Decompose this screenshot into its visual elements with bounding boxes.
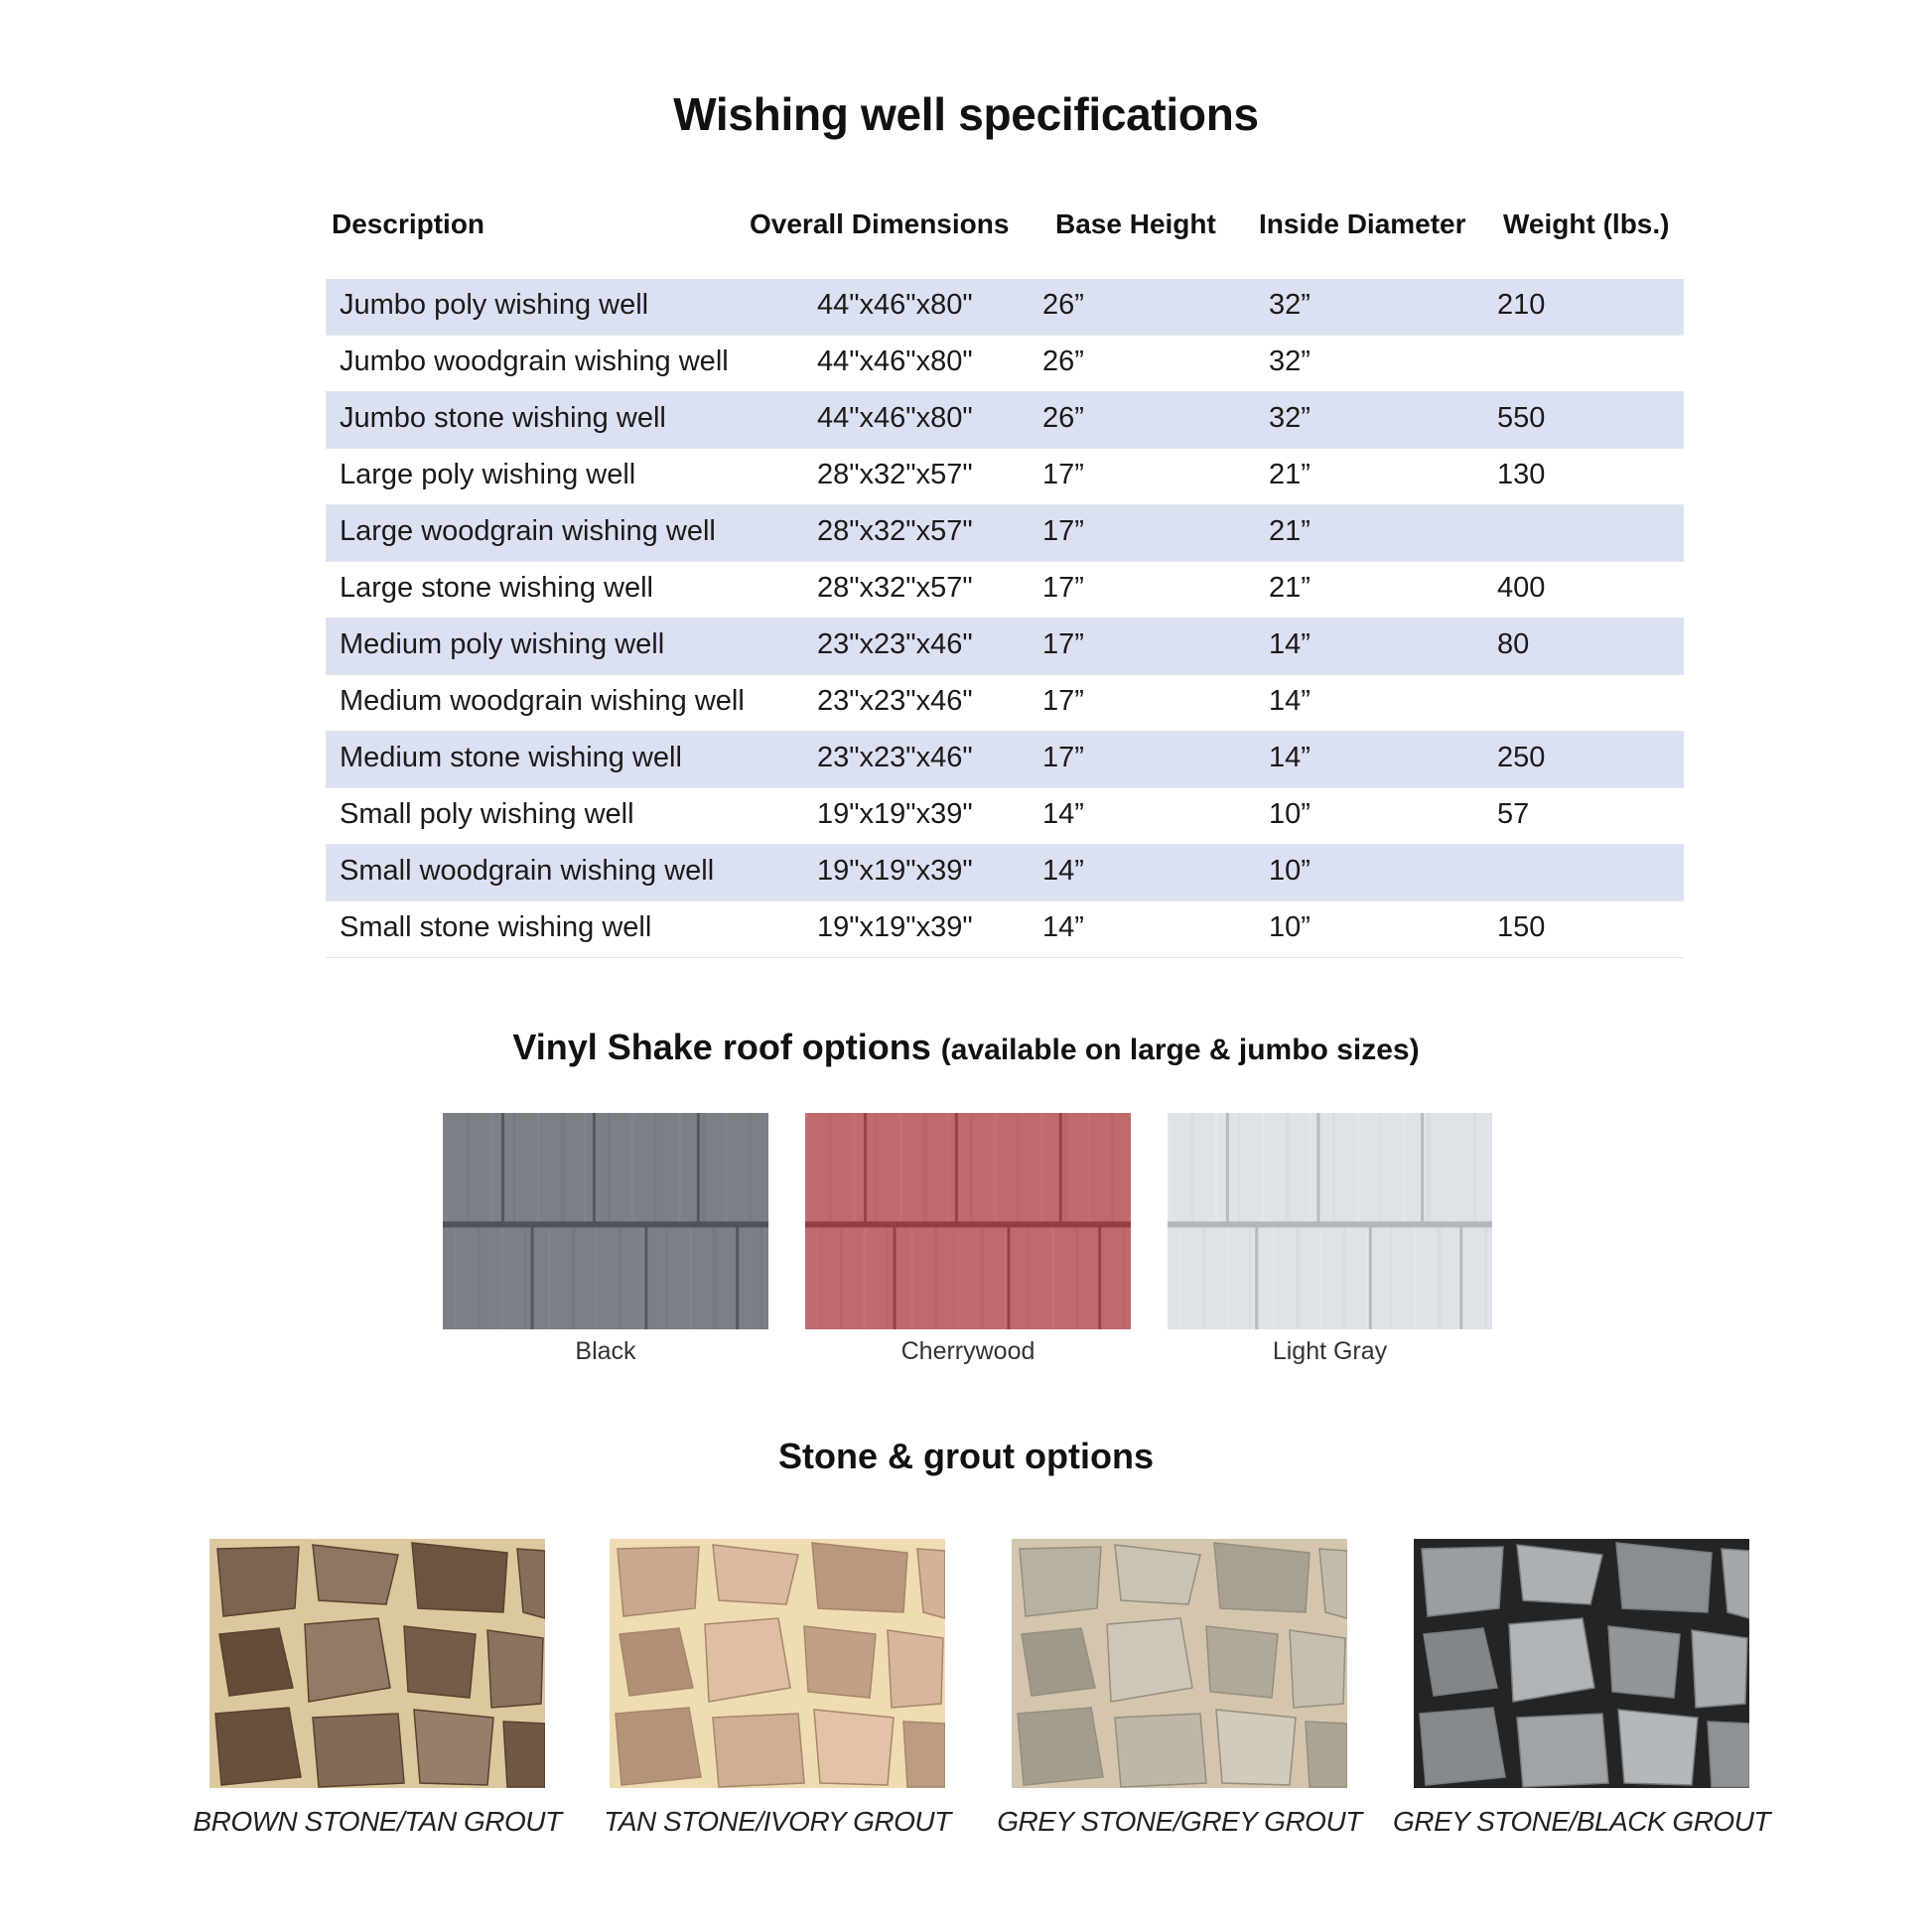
table-body [326,279,1684,958]
cell-overall-dimensions: 19"x19"x39" [817,855,973,887]
table-header [326,199,1684,258]
cell-base-height: 17” [1042,572,1084,604]
roof-subtitle-text: (available on large & jumbo sizes) [940,1034,1420,1066]
cell-inside-diameter: 10” [1269,911,1311,943]
cell-description: Small poly wishing well [340,798,634,830]
roof-swatch-black [443,1113,768,1329]
cell-overall-dimensions: 28"x32"x57" [817,572,973,604]
cell-weight: 80 [1497,628,1530,660]
cell-weight: 550 [1497,402,1546,434]
stone-option-label: GREY STONE/BLACK GROUT [1392,1806,1771,1837]
cell-overall-dimensions: 19"x19"x39" [817,911,973,943]
stone-swatch-1 [209,1539,545,1788]
cell-description: Medium woodgrain wishing well [340,685,745,717]
cell-inside-diameter: 14” [1269,628,1311,660]
cell-base-height: 17” [1042,628,1084,660]
cell-overall-dimensions: 44"x46"x80" [817,402,973,434]
cell-weight: 130 [1497,459,1546,490]
cell-overall-dimensions: 44"x46"x80" [817,345,973,377]
cell-base-height: 14” [1042,911,1084,943]
cell-description: Medium poly wishing well [340,628,665,660]
header-weight: Weight (lbs.) [1503,208,1670,239]
cell-overall-dimensions: 28"x32"x57" [817,515,973,547]
cell-overall-dimensions: 19"x19"x39" [817,798,973,830]
table-row [326,788,1684,845]
roof-option-label: Light Gray [1272,1337,1388,1365]
roof-option-label: Cherrywood [900,1337,1035,1365]
page-title: Wishing well specifications [673,88,1259,140]
cell-description: Medium stone wishing well [340,742,682,773]
roof-swatch-cherrywood [805,1113,1131,1329]
cell-inside-diameter: 21” [1269,515,1311,547]
table-row [326,619,1684,675]
table-row [326,336,1684,392]
cell-base-height: 14” [1042,798,1084,830]
table-row [326,505,1684,562]
cell-base-height: 17” [1042,515,1084,547]
cell-inside-diameter: 10” [1269,798,1311,830]
table-row [326,392,1684,449]
cell-inside-diameter: 10” [1269,855,1311,887]
stone-swatch-3 [1012,1539,1347,1788]
cell-overall-dimensions: 28"x32"x57" [817,459,973,490]
cell-base-height: 17” [1042,685,1084,717]
cell-description: Jumbo stone wishing well [340,402,666,434]
cell-description: Jumbo poly wishing well [340,289,649,321]
cell-overall-dimensions: 44"x46"x80" [817,289,973,321]
stone-swatch-2 [610,1539,945,1788]
stone-option-label: BROWN STONE/TAN GROUT [193,1806,562,1837]
header-description: Description [332,208,485,239]
roof-title-text: Vinyl Shake roof options [512,1027,931,1067]
cell-weight: 150 [1497,911,1546,943]
roof-options-title [0,1027,1932,1068]
stone-option-label: GREY STONE/GREY GROUT [997,1806,1362,1837]
cell-description: Small stone wishing well [340,911,652,943]
header-inside-diameter: Inside Diameter [1259,208,1466,239]
cell-description: Jumbo woodgrain wishing well [340,345,729,377]
header-base-height: Base Height [1055,208,1216,239]
cell-base-height: 26” [1042,402,1084,434]
header-overall-dimensions: Overall Dimensions [750,208,1010,239]
table-row [326,732,1684,788]
cell-inside-diameter: 32” [1269,289,1311,321]
table-row [326,562,1684,619]
cell-inside-diameter: 32” [1269,402,1311,434]
cell-base-height: 14” [1042,855,1084,887]
cell-overall-dimensions: 23"x23"x46" [817,742,973,773]
cell-inside-diameter: 21” [1269,459,1311,490]
cell-description: Large poly wishing well [340,459,636,490]
table-row [326,675,1684,732]
cell-base-height: 17” [1042,459,1084,490]
table-row [326,449,1684,505]
cell-description: Large woodgrain wishing well [340,515,716,547]
stone-options-title: Stone & grout options [778,1436,1154,1476]
cell-inside-diameter: 32” [1269,345,1311,377]
cell-inside-diameter: 14” [1269,742,1311,773]
cell-description: Large stone wishing well [340,572,653,604]
cell-inside-diameter: 21” [1269,572,1311,604]
cell-inside-diameter: 14” [1269,685,1311,717]
cell-weight: 250 [1497,742,1546,773]
cell-weight: 400 [1497,572,1546,604]
cell-weight: 210 [1497,289,1546,321]
cell-base-height: 26” [1042,345,1084,377]
spec-table [326,199,1684,943]
stone-option-label: TAN STONE/IVORY GROUT [604,1806,951,1837]
cell-base-height: 17” [1042,742,1084,773]
cell-overall-dimensions: 23"x23"x46" [817,685,973,717]
stone-swatch-4 [1414,1539,1749,1788]
table-row [326,845,1684,901]
cell-base-height: 26” [1042,289,1084,321]
roof-swatch-light-gray [1168,1113,1492,1329]
table-row [326,901,1684,958]
roof-option-label: Black [575,1337,636,1365]
cell-description: Small woodgrain wishing well [340,855,715,887]
table-row [326,279,1684,336]
cell-weight: 57 [1497,798,1530,830]
cell-overall-dimensions: 23"x23"x46" [817,628,973,660]
